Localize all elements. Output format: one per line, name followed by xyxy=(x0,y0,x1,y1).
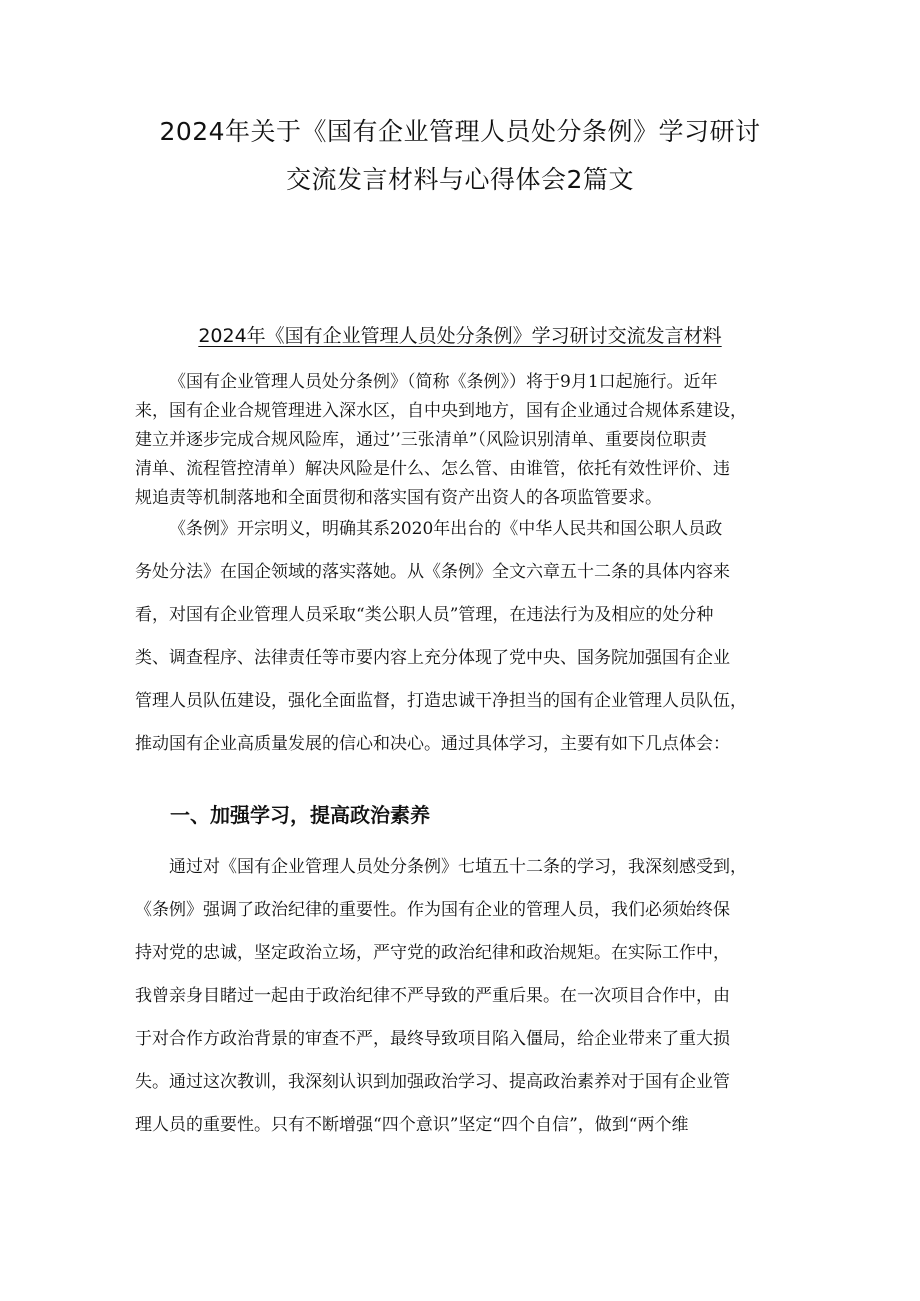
document-title xyxy=(100,108,820,204)
paragraph-line: 建立并逐步完成合规风险库，通过’’三张清单”（风险识别清单、重要岗位职责 xyxy=(135,430,707,450)
paragraph-line: 《条例》强调了政治纪律的重要性。作为国有企业的管理人员，我们必须始终保 xyxy=(135,900,730,920)
document-title-line: 交流发言材料与心得体会2篇文 xyxy=(286,165,634,194)
paragraph-line: 我曾亲身目睹过一起由于政治纪律不严导致的严重后果。在一次项目合作中，由 xyxy=(135,986,730,1006)
paragraph-line: 《条例》开宗明义，明确其系2020年出台的《中华人民共和国公职人员政 xyxy=(169,519,723,539)
paragraph-line: 失。通过这次教训，我深刻认识到加强政治学习、提高政治素养对于国有企业管 xyxy=(135,1072,730,1092)
paragraph-line: 持对党的忠诚，坚定政治立场，严守党的政治纪律和政治规矩。在实际工作中， xyxy=(135,943,730,963)
paragraph-line: 来，国有企业合规管理进入深水区，自中央到地方，国有企业通过合规体系建设， xyxy=(135,401,747,421)
paragraph-line: 通过对《国有企业管理人员处分条例》七埴五十二条的学习，我深刻感受到， xyxy=(169,857,747,877)
paragraph-line: 管理人员队伍建设，强化全面监督，打造忠诚干净担当的国有企业管理人员队伍， xyxy=(135,691,747,711)
paragraph-section1 xyxy=(135,846,800,1147)
paragraph-intro xyxy=(135,368,800,513)
paragraph-line: 规追责等机制落地和全面贯彻和落实国有资产出资人的各项监管要求。 xyxy=(135,488,662,508)
paragraph-line: 清单、流程管控清单）解决风险是什么、怎么管、由谁管，依托有效性评价、违 xyxy=(135,459,730,479)
section-heading: 一、加强学习，提高政治素养 xyxy=(170,803,430,827)
paragraph-line: 《国有企业管理人员处分条例》（简称《条例》）将于9月1口起施行。近年 xyxy=(169,372,718,392)
article-subtitle: 2024年《国有企业管理人员处分条例》学习研讨交流发言材料 xyxy=(198,325,722,347)
paragraph-overview xyxy=(135,508,800,766)
paragraph-line: 于对合作方政治背景的审查不严，最终导致项目陷入僵局，给企业带来了重大损 xyxy=(135,1029,730,1049)
paragraph-line: 看，对国有企业管理人员采取“类公职人员”管理，在违法行为及相应的处分种 xyxy=(135,605,714,625)
paragraph-line: 类、调查程序、法律责任等市要内容上充分体现了党中央、国务院加强国有企业 xyxy=(135,648,730,668)
paragraph-line: 务处分法》在国企领域的落实落她。从《条例》全文六章五十二条的具体内容来 xyxy=(135,562,730,582)
paragraph-line: 推动国有企业高质量发展的信心和决心。通过具体学习，主要有如下几点体会： xyxy=(135,734,730,754)
paragraph-line: 理人员的重要性。只有不断增强“四个意识”坚定“四个自信”，做到“两个维 xyxy=(135,1115,689,1135)
document-title-line: 2024年关于《国有企业管理人员处分条例》学习研讨 xyxy=(159,117,761,146)
